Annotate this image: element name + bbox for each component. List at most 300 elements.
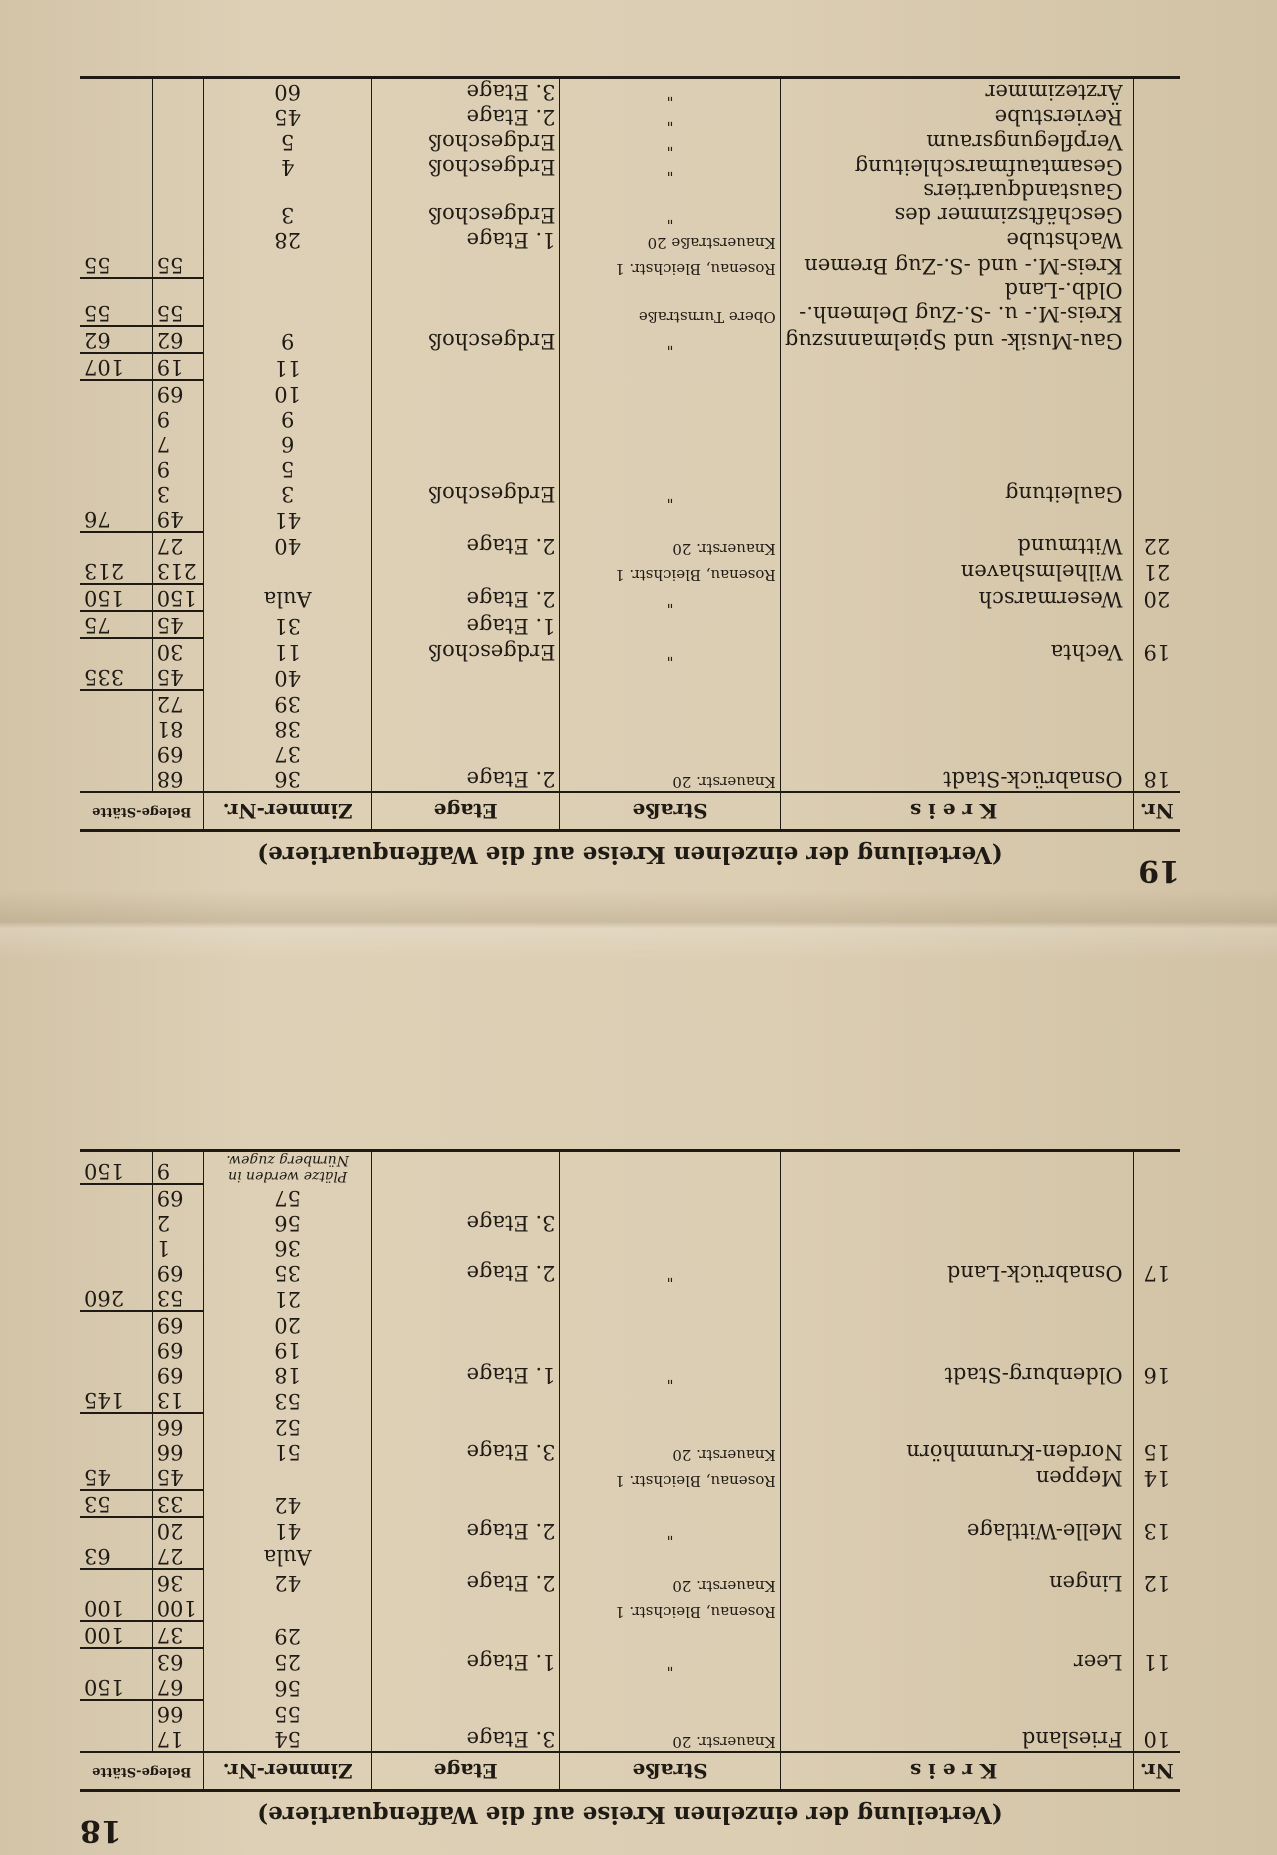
cell-etage [371, 1621, 560, 1648]
cell-nr [1133, 1490, 1180, 1517]
header-zimmer: Zimmer-Nr. [204, 792, 372, 831]
cell-zimmer: 5 [204, 129, 372, 154]
cell-total: 75 [80, 611, 152, 638]
page-number: 19 [1138, 853, 1180, 888]
cell-zimmer: 57 [204, 1184, 372, 1210]
cell-kreis: Gau-Musik- und Spielmannszug [780, 326, 1133, 353]
cell-nr [1133, 380, 1180, 406]
cell-kreis: Wachstube [780, 227, 1133, 252]
cell-etage [371, 1413, 560, 1439]
cell-total [80, 532, 152, 558]
cell-kreis [780, 741, 1133, 766]
cell-betten: 62 [152, 326, 204, 353]
cell-strasse: " [560, 326, 780, 353]
cell-kreis: Leer [780, 1648, 1133, 1674]
cell-kreis [780, 1285, 1133, 1311]
cell-etage [371, 1235, 560, 1260]
cell-zimmer: 25 [204, 1648, 372, 1674]
cell-kreis [780, 1311, 1133, 1337]
cell-betten: 45 [152, 664, 204, 690]
cell-nr [1133, 326, 1180, 353]
table-row [80, 584, 1180, 611]
cell-nr [1133, 506, 1180, 532]
table-row [80, 1260, 1180, 1285]
cell-nr [1133, 1674, 1180, 1700]
cell-zimmer: 11 [204, 353, 372, 380]
cell-kreis [780, 431, 1133, 456]
cell-etage: Erdgeschoß [371, 179, 560, 227]
cell-betten: 150 [152, 584, 204, 611]
cell-zimmer: 5 [204, 456, 372, 481]
cell-nr [1133, 227, 1180, 252]
table-row [80, 690, 1180, 716]
cell-kreis [780, 1674, 1133, 1700]
cell-zimmer: 21 [204, 1285, 372, 1311]
cell-betten [152, 78, 204, 105]
cell-nr [1133, 1235, 1180, 1260]
cell-zimmer: 41 [204, 506, 372, 532]
cell-kreis: Geschäftszimmer des Gaustandquartiers [780, 179, 1133, 227]
cell-nr [1133, 252, 1180, 278]
cell-strasse: " [560, 584, 780, 611]
cell-betten: 1 [152, 1235, 204, 1260]
cell-nr: 11 [1133, 1648, 1180, 1674]
cell-etage [371, 690, 560, 716]
cell-nr: 13 [1133, 1517, 1180, 1543]
table-row [80, 326, 1180, 353]
cell-strasse [560, 690, 780, 716]
cell-strasse: Knauerstr. 20 [560, 766, 780, 792]
cell-nr: 21 [1133, 558, 1180, 584]
cell-betten: 66 [152, 1439, 204, 1464]
cell-nr [1133, 104, 1180, 129]
cell-strasse: Rosenau, Bleichstr. 1 [560, 558, 780, 584]
cell-zimmer: 10 [204, 380, 372, 406]
cell-betten [152, 179, 204, 227]
cell-total: 55 [80, 278, 152, 326]
cell-nr: 12 [1133, 1569, 1180, 1595]
cell-strasse: Rosenau, Bleichstr. 1 [560, 1464, 780, 1490]
cell-etage [371, 1337, 560, 1362]
cell-nr [1133, 1413, 1180, 1439]
cell-kreis [780, 690, 1133, 716]
cell-strasse: Knauerstr. 20 [560, 532, 780, 558]
table-row [80, 766, 1180, 792]
cell-etage [371, 1490, 560, 1517]
cell-total [80, 179, 152, 227]
cell-nr [1133, 431, 1180, 456]
cell-etage [371, 1595, 560, 1621]
cell-etage: 3. Etage [371, 1726, 560, 1752]
cell-total [80, 638, 152, 664]
cell-kreis [780, 1387, 1133, 1413]
cell-zimmer: 36 [204, 766, 372, 792]
cell-zimmer: 36 [204, 1235, 372, 1260]
table-row [80, 1648, 1180, 1674]
cell-etage: 2. Etage [371, 584, 560, 611]
cell-total: 213 [80, 558, 152, 584]
cell-betten: 20 [152, 1517, 204, 1543]
cell-etage: 1. Etage [371, 227, 560, 252]
cell-strasse: Knauerstraße 20 [560, 227, 780, 252]
cell-betten: 53 [152, 1285, 204, 1311]
cell-strasse [560, 506, 780, 532]
cell-strasse [560, 1700, 780, 1726]
cell-zimmer: 6 [204, 431, 372, 456]
cell-nr: 19 [1133, 638, 1180, 664]
header-strasse: Straße [560, 1752, 780, 1791]
cell-strasse: " [560, 1517, 780, 1543]
cell-nr [1133, 481, 1180, 506]
cell-strasse: Knauerstr. 20 [560, 1726, 780, 1752]
cell-betten: 27 [152, 532, 204, 558]
table-row [80, 1490, 1180, 1517]
cell-nr: 22 [1133, 532, 1180, 558]
cell-strasse: Rosenau, Bleichstr. 1 [560, 252, 780, 278]
cell-kreis [780, 1235, 1133, 1260]
table-row [80, 1387, 1180, 1413]
header-nr: Nr. [1133, 1752, 1180, 1791]
cell-strasse: " [560, 129, 780, 154]
cell-total [80, 1569, 152, 1595]
cell-strasse [560, 353, 780, 380]
cell-strasse: " [560, 638, 780, 664]
cell-kreis [780, 1210, 1133, 1235]
cell-betten: 9 [152, 406, 204, 431]
cell-betten: 69 [152, 1337, 204, 1362]
table-row [80, 1337, 1180, 1362]
cell-betten: 49 [152, 506, 204, 532]
cell-etage: 2. Etage [371, 532, 560, 558]
cell-nr [1133, 1700, 1180, 1726]
cell-etage: Erdgeschoß [371, 154, 560, 179]
cell-zimmer: 52 [204, 1413, 372, 1439]
cell-nr: 18 [1133, 766, 1180, 792]
cell-kreis [780, 1413, 1133, 1439]
table-row [80, 1517, 1180, 1543]
cell-betten: 37 [152, 1621, 204, 1648]
cell-nr [1133, 129, 1180, 154]
cell-betten: 213 [152, 558, 204, 584]
cell-kreis [780, 506, 1133, 532]
cell-zimmer: 56 [204, 1674, 372, 1700]
cell-kreis [780, 664, 1133, 690]
cell-betten: 45 [152, 1464, 204, 1490]
cell-etage [371, 558, 560, 584]
cell-etage: 1. Etage [371, 611, 560, 638]
table-header-row [80, 1752, 1180, 1791]
cell-kreis: Kreis-M.- u. -S.-Zug Delmenh.-Oldb.-Land [780, 278, 1133, 326]
cell-total: 53 [80, 1490, 152, 1517]
cell-strasse: " [560, 1648, 780, 1674]
table-row [80, 1362, 1180, 1387]
cell-zimmer: 45 [204, 104, 372, 129]
table-row [80, 78, 1180, 105]
page-title: (Verteilung der einzelnen Kreise auf die Waffenquartiere) [257, 841, 1003, 868]
table-row [80, 431, 1180, 456]
cell-betten: 13 [152, 1387, 204, 1413]
cell-zimmer: 38 [204, 716, 372, 741]
cell-nr [1133, 1595, 1180, 1621]
cell-etage: 3. Etage [371, 1439, 560, 1464]
cell-nr: 20 [1133, 584, 1180, 611]
cell-nr [1133, 741, 1180, 766]
cell-nr [1133, 716, 1180, 741]
cell-strasse [560, 1235, 780, 1260]
cell-nr [1133, 1621, 1180, 1648]
table-row [80, 532, 1180, 558]
cell-etage: 2. Etage [371, 1517, 560, 1543]
cell-zimmer [204, 252, 372, 278]
cell-strasse [560, 1285, 780, 1311]
page-18 [80, 1008, 1180, 1848]
cell-total [80, 1517, 152, 1543]
cell-zimmer: 51 [204, 1439, 372, 1464]
cell-betten: 45 [152, 611, 204, 638]
table-row [80, 1151, 1180, 1185]
cell-kreis: Gesamtaufmarschleitung [780, 154, 1133, 179]
table-row [80, 129, 1180, 154]
cell-total: 145 [80, 1387, 152, 1413]
cell-zimmer: 55 [204, 1700, 372, 1726]
cell-etage [371, 278, 560, 326]
cell-strasse [560, 380, 780, 406]
cell-nr [1133, 1151, 1180, 1185]
cell-kreis: Wittmund [780, 532, 1133, 558]
table-row [80, 406, 1180, 431]
cell-betten: 2 [152, 1210, 204, 1235]
cell-etage [371, 380, 560, 406]
table-row [80, 154, 1180, 179]
cell-total: 76 [80, 506, 152, 532]
cell-total: 335 [80, 664, 152, 690]
cell-kreis: Vechta [780, 638, 1133, 664]
cell-nr [1133, 1387, 1180, 1413]
cell-kreis [780, 1184, 1133, 1210]
cell-total [80, 1337, 152, 1362]
cell-kreis [780, 1543, 1133, 1569]
table-row [80, 1464, 1180, 1490]
cell-strasse: " [560, 104, 780, 129]
table-row [80, 1674, 1180, 1700]
cell-betten: 9 [152, 1151, 204, 1185]
cell-etage: Erdgeschoß [371, 638, 560, 664]
cell-strasse: " [560, 481, 780, 506]
cell-strasse: Knauerstr. 20 [560, 1569, 780, 1595]
cell-strasse: " [560, 179, 780, 227]
cell-betten: 69 [152, 1362, 204, 1387]
cell-kreis: Verpflegungsraum [780, 129, 1133, 154]
cell-nr: 15 [1133, 1439, 1180, 1464]
cell-zimmer: 56 [204, 1210, 372, 1235]
cell-strasse [560, 406, 780, 431]
cell-total [80, 1439, 152, 1464]
cell-kreis [780, 406, 1133, 431]
cell-strasse [560, 1543, 780, 1569]
cell-nr [1133, 179, 1180, 227]
cell-etage [371, 716, 560, 741]
cell-kreis [780, 716, 1133, 741]
cell-total [80, 1362, 152, 1387]
table-header-row [80, 792, 1180, 831]
header-betten: Belege-Stätte [80, 1752, 204, 1791]
cell-zimmer: 19 [204, 1337, 372, 1362]
cell-nr [1133, 664, 1180, 690]
cell-betten: 30 [152, 638, 204, 664]
cell-zimmer: 53 [204, 1387, 372, 1413]
cell-total [80, 431, 152, 456]
cell-betten [152, 227, 204, 252]
table-row [80, 252, 1180, 278]
cell-total [80, 104, 152, 129]
cell-zimmer: 37 [204, 741, 372, 766]
cell-nr [1133, 1184, 1180, 1210]
cell-etage [371, 431, 560, 456]
cell-zimmer: 29 [204, 1621, 372, 1648]
cell-kreis [780, 1151, 1133, 1185]
cell-etage [371, 1464, 560, 1490]
cell-etage [371, 1543, 560, 1569]
table-row [80, 456, 1180, 481]
cell-total [80, 1648, 152, 1674]
cell-strasse [560, 1621, 780, 1648]
cell-etage [371, 1151, 560, 1185]
cell-nr [1133, 353, 1180, 380]
table-row [80, 1210, 1180, 1235]
cell-total [80, 154, 152, 179]
cell-total [80, 1311, 152, 1337]
cell-betten: 66 [152, 1413, 204, 1439]
table-row [80, 227, 1180, 252]
cell-total [80, 1413, 152, 1439]
cell-zimmer: Plätze werden in Nürnberg zugew. [204, 1151, 372, 1185]
page-title: (Verteilung der einzelnen Kreise auf die Waffenquartiere) [257, 1801, 1003, 1828]
header-betten: Belege-Stätte [80, 792, 204, 831]
cell-total [80, 1235, 152, 1260]
cell-kreis: Melle-Wittlage [780, 1517, 1133, 1543]
cell-etage: 2. Etage [371, 104, 560, 129]
table-row [80, 353, 1180, 380]
cell-etage [371, 1184, 560, 1210]
cell-strasse [560, 1413, 780, 1439]
cell-zimmer [204, 278, 372, 326]
cell-total [80, 1726, 152, 1752]
cell-zimmer: Aula [204, 584, 372, 611]
cell-kreis: Wesermarsch [780, 584, 1133, 611]
cell-nr [1133, 406, 1180, 431]
header-nr: Nr. [1133, 792, 1180, 831]
cell-zimmer: 3 [204, 179, 372, 227]
quarter-table [80, 76, 1180, 832]
cell-nr [1133, 278, 1180, 326]
cell-total: 107 [80, 353, 152, 380]
cell-kreis: Lingen [780, 1569, 1133, 1595]
cell-kreis: Friesland [780, 1726, 1133, 1752]
table-row [80, 104, 1180, 129]
table-row [80, 1543, 1180, 1569]
cell-etage: 2. Etage [371, 1260, 560, 1285]
header-kreis: K r e i s [780, 1752, 1133, 1791]
cell-etage [371, 353, 560, 380]
cell-total: 62 [80, 326, 152, 353]
header-etage: Etage [371, 792, 560, 831]
table-row [80, 1184, 1180, 1210]
cell-strasse: " [560, 78, 780, 105]
cell-kreis [780, 1595, 1133, 1621]
cell-nr [1133, 1311, 1180, 1337]
table-row [80, 611, 1180, 638]
cell-total [80, 1700, 152, 1726]
cell-etage: 3. Etage [371, 1210, 560, 1235]
quarter-table [80, 1149, 1180, 1792]
table-body [80, 78, 1180, 793]
cell-zimmer: 60 [204, 78, 372, 105]
cell-strasse: " [560, 1362, 780, 1387]
cell-kreis: Osnabrück-Stadt [780, 766, 1133, 792]
cell-betten: 19 [152, 353, 204, 380]
cell-zimmer: 28 [204, 227, 372, 252]
cell-etage [371, 456, 560, 481]
cell-nr: 16 [1133, 1362, 1180, 1387]
cell-etage [371, 1285, 560, 1311]
cell-strasse [560, 1151, 780, 1185]
cell-kreis [780, 1490, 1133, 1517]
cell-kreis [780, 611, 1133, 638]
cell-nr: 10 [1133, 1726, 1180, 1752]
cell-kreis: Gauleitung [780, 481, 1133, 506]
cell-nr [1133, 611, 1180, 638]
cell-etage: 1. Etage [371, 1648, 560, 1674]
cell-etage: Erdgeschoß [371, 481, 560, 506]
cell-nr [1133, 78, 1180, 105]
cell-zimmer: 41 [204, 1517, 372, 1543]
cell-etage [371, 1387, 560, 1413]
cell-nr [1133, 456, 1180, 481]
cell-kreis: Meppen [780, 1464, 1133, 1490]
cell-nr [1133, 1337, 1180, 1362]
cell-kreis [780, 1621, 1133, 1648]
cell-kreis: Norden-Krummhörn [780, 1439, 1133, 1464]
cell-kreis: Revierstube [780, 104, 1133, 129]
cell-kreis: Ärztezimmer [780, 78, 1133, 105]
cell-betten: 69 [152, 1260, 204, 1285]
cell-total [80, 380, 152, 406]
cell-total: 63 [80, 1543, 152, 1569]
cell-zimmer: 35 [204, 1260, 372, 1285]
table-row [80, 1311, 1180, 1337]
table-row [80, 1413, 1180, 1439]
cell-betten: 67 [152, 1674, 204, 1700]
cell-zimmer: 42 [204, 1569, 372, 1595]
cell-kreis [780, 380, 1133, 406]
cell-strasse [560, 1311, 780, 1337]
cell-strasse: Rosenau, Bleichstr. 1 [560, 1595, 780, 1621]
cell-betten: 69 [152, 380, 204, 406]
table-row [80, 1595, 1180, 1621]
cell-strasse [560, 1387, 780, 1413]
cell-total: 100 [80, 1595, 152, 1621]
cell-total [80, 766, 152, 792]
cell-etage: Erdgeschoß [371, 129, 560, 154]
paper-fold [0, 890, 1277, 960]
page-number: 18 [80, 1813, 122, 1848]
cell-zimmer: Aula [204, 1543, 372, 1569]
cell-strasse: Obere Turnstraße [560, 278, 780, 326]
cell-betten: 27 [152, 1543, 204, 1569]
cell-zimmer [204, 1595, 372, 1621]
cell-etage [371, 252, 560, 278]
cell-strasse [560, 1337, 780, 1362]
